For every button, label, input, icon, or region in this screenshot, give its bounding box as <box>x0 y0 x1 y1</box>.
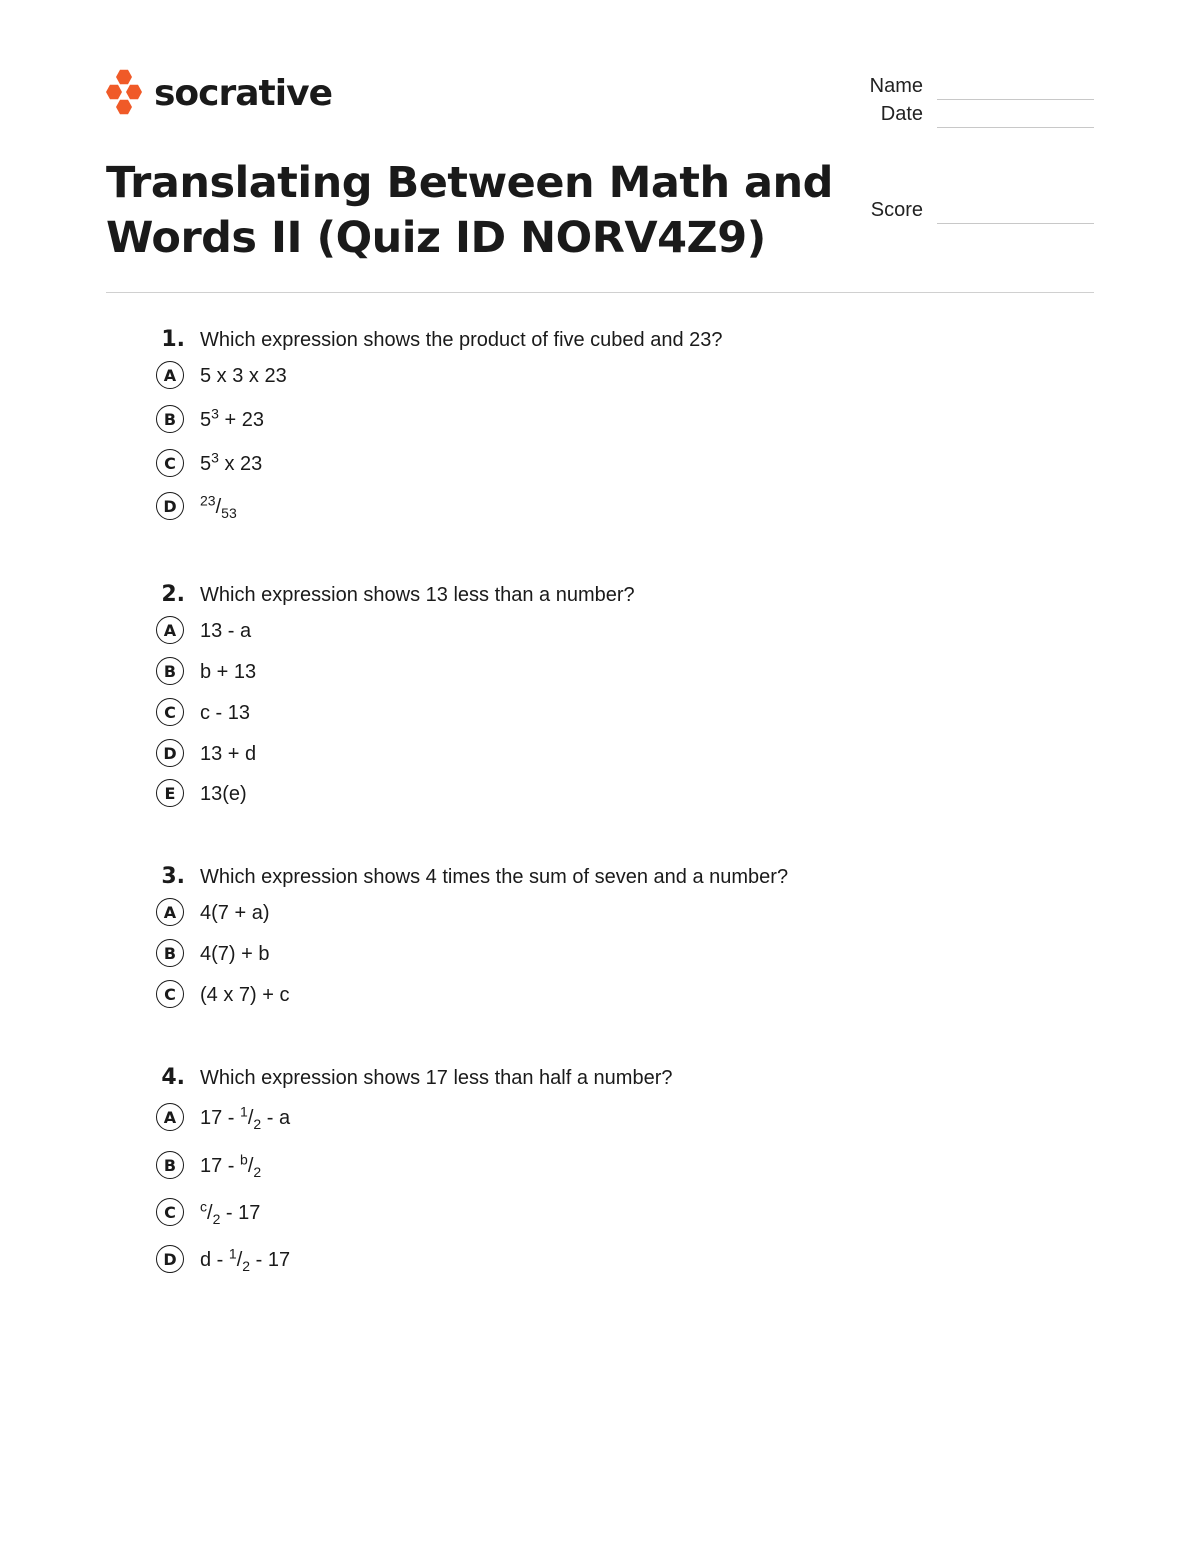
option-letter-badge[interactable]: C <box>156 449 184 477</box>
option-text: $^c/_2 - 17$ <box>200 1198 261 1227</box>
option-a[interactable] <box>156 616 856 648</box>
option-text: $^{23}/_{53}$ <box>200 492 237 521</box>
option-letter-badge[interactable]: D <box>156 739 184 767</box>
question-header <box>0 580 1200 610</box>
quiz-title: Translating Between Math and Words II (Quiz ID NORV4Z9) <box>106 158 833 263</box>
question-header <box>0 862 1200 892</box>
option-d[interactable] <box>156 492 856 524</box>
question-number: 3. <box>161 864 185 889</box>
option-a[interactable] <box>156 361 856 393</box>
option-letter-badge[interactable]: B <box>156 939 184 967</box>
option-letter-badge[interactable]: C <box>156 980 184 1008</box>
score-row <box>860 196 1100 224</box>
option-a[interactable] <box>156 1103 856 1135</box>
option-text: $5^3$ x 23 <box>200 449 263 475</box>
option-text: b + 13 <box>200 661 257 683</box>
option-letter-badge[interactable]: B <box>156 1151 184 1179</box>
option-letter-badge[interactable]: D <box>156 1245 184 1273</box>
option-d[interactable] <box>156 739 856 771</box>
option-text: $5^3 + 23$ <box>200 405 264 431</box>
question-text: Which expression shows the product of five cubed and 23? <box>200 329 723 351</box>
name-label: Name <box>869 75 923 97</box>
option-e[interactable] <box>156 779 856 811</box>
score-label: Score <box>870 199 923 221</box>
option-a[interactable] <box>156 898 856 930</box>
date-field[interactable] <box>937 127 1094 128</box>
option-text: c - 13 <box>200 702 251 724</box>
question-number: 2. <box>161 582 185 607</box>
question-number: 4. <box>161 1065 185 1090</box>
option-text: 13 + d <box>200 743 257 765</box>
option-text: d - $^1/_2 - 17$ <box>200 1245 291 1274</box>
option-text: 4(7) + b <box>200 943 270 965</box>
name-row <box>860 72 1100 100</box>
option-c[interactable] <box>156 980 856 1012</box>
question-text: Which expression shows 4 times the sum of seven and a number? <box>200 866 789 888</box>
socrative-logo <box>106 68 332 118</box>
option-c[interactable] <box>156 698 856 730</box>
question-number: 1. <box>161 327 185 352</box>
hexagon-cluster-icon <box>106 69 142 117</box>
option-text: 13(e) <box>200 783 247 805</box>
option-text: (4 x 7) + c <box>200 984 290 1006</box>
option-b[interactable] <box>156 1151 856 1183</box>
option-letter-badge[interactable]: C <box>156 1198 184 1226</box>
option-text: $17 - ^b/_2$ <box>200 1151 262 1180</box>
option-text: 4(7 + a) <box>200 902 270 924</box>
question-header <box>0 325 1200 355</box>
option-letter-badge[interactable]: E <box>156 779 184 807</box>
option-c[interactable] <box>156 449 856 481</box>
date-row <box>860 100 1100 128</box>
option-letter-badge[interactable]: A <box>156 898 184 926</box>
option-letter-badge[interactable]: C <box>156 698 184 726</box>
option-text: $17 - ^1/_2$ - a <box>200 1103 291 1132</box>
option-d[interactable] <box>156 1245 856 1277</box>
date-label: Date <box>880 103 923 125</box>
question-text: Which expression shows 13 less than a number? <box>200 584 635 606</box>
option-letter-badge[interactable]: A <box>156 616 184 644</box>
option-letter-badge[interactable]: D <box>156 492 184 520</box>
score-field[interactable] <box>937 223 1094 224</box>
option-c[interactable] <box>156 1198 856 1230</box>
question-text: Which expression shows 17 less than half a number? <box>200 1067 673 1089</box>
option-letter-badge[interactable]: A <box>156 1103 184 1131</box>
brand-name: socrative <box>154 72 332 114</box>
header-divider <box>106 292 1094 293</box>
option-letter-badge[interactable]: A <box>156 361 184 389</box>
option-letter-badge[interactable]: B <box>156 405 184 433</box>
option-text: 5 x 3 x 23 <box>200 365 287 387</box>
option-b[interactable] <box>156 405 856 437</box>
option-b[interactable] <box>156 939 856 971</box>
option-text: 13 - a <box>200 620 252 642</box>
option-b[interactable] <box>156 657 856 689</box>
option-letter-badge[interactable]: B <box>156 657 184 685</box>
question-header <box>0 1063 1200 1093</box>
